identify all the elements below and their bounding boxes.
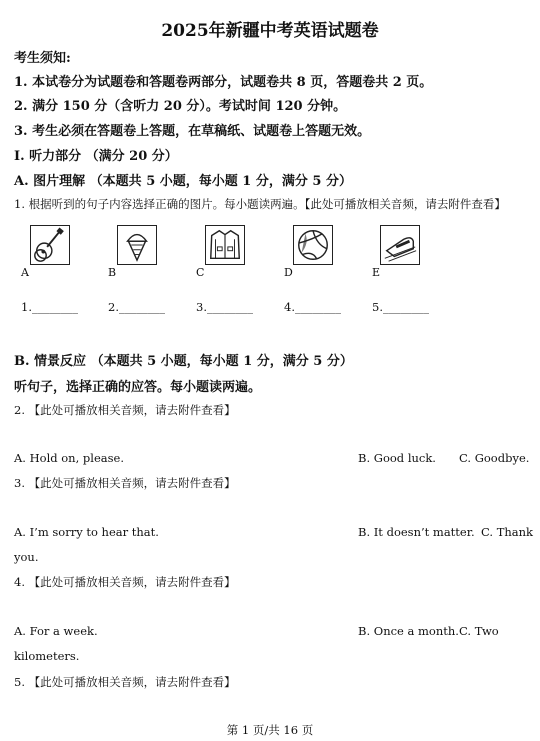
part-a-instruction: 1. 根据听到的句子内容选择正确的图片。每小题读两遍。【此处可播放相关音频，请去附件查看】 bbox=[14, 197, 506, 211]
notice-item-2: 2. 满分 150 分（含听力 20 分）。考试时间 120 分钟。 bbox=[14, 99, 347, 114]
question-3-option-a[interactable]: A. I’m sorry to hear that. bbox=[14, 525, 159, 539]
answer-blank-4[interactable]: 4.________ bbox=[284, 300, 341, 314]
part-b-heading: B. 情景反应 （本题共 5 小题，每小题 1 分，满分 5 分） bbox=[14, 354, 353, 369]
question-3-option-b[interactable]: B. It doesn’t matter. bbox=[358, 525, 475, 539]
question-3-number: 3. 【此处可播放相关音频，请去附件查看】 bbox=[14, 476, 236, 490]
question-3-option-c[interactable]: C. Thank bbox=[481, 525, 534, 539]
question-4-option-b[interactable]: B. Once a month. bbox=[358, 624, 459, 638]
notice-item-1: 1. 本试卷分为试题卷和答题卷两部分，试题卷共 8 页，答题卷共 2 页。 bbox=[14, 75, 433, 90]
question-2-option-a[interactable]: A. Hold on, please. bbox=[14, 451, 124, 465]
picture-letter-b: B bbox=[108, 266, 117, 279]
notice-heading: 考生须知: bbox=[14, 51, 71, 66]
picture-letter-a: A bbox=[21, 266, 29, 279]
picture-letter-d: D bbox=[284, 266, 293, 279]
ice-cream-icon bbox=[117, 225, 157, 265]
part-a-heading: A. 图片理解 （本题共 5 小题，每小题 1 分，满分 5 分） bbox=[14, 174, 352, 189]
volleyball-icon bbox=[293, 225, 333, 265]
question-4-number: 4. 【此处可播放相关音频，请去附件查看】 bbox=[14, 575, 236, 589]
page-title: 2025年新疆中考英语试题卷 bbox=[161, 21, 379, 41]
part-b-instruction: 听句子，选择正确的应答。每小题读两遍。 bbox=[14, 380, 262, 395]
train-icon bbox=[380, 225, 420, 265]
question-5-number: 5. 【此处可播放相关音频，请去附件查看】 bbox=[14, 675, 236, 689]
question-2-number: 2. 【此处可播放相关音频，请去附件查看】 bbox=[14, 403, 236, 417]
jacket-icon bbox=[205, 225, 245, 265]
answer-blank-2[interactable]: 2.________ bbox=[108, 300, 165, 314]
answer-blank-3[interactable]: 3.________ bbox=[196, 300, 253, 314]
question-2-option-b[interactable]: B. Good luck. bbox=[358, 451, 436, 465]
question-4-option-c-continued: kilometers. bbox=[14, 649, 80, 663]
picture-letter-c: C bbox=[196, 266, 205, 279]
picture-letter-e: E bbox=[372, 266, 381, 279]
guitar-icon bbox=[30, 225, 70, 265]
answer-blank-5[interactable]: 5.________ bbox=[372, 300, 429, 314]
question-4-option-a[interactable]: A. For a week. bbox=[14, 624, 98, 638]
answer-blank-1[interactable]: 1.________ bbox=[21, 300, 78, 314]
section-heading-listening: I. 听力部分 （满分 20 分） bbox=[14, 149, 178, 164]
page-footer: 第 1 页/共 16 页 bbox=[226, 723, 314, 737]
notice-item-3: 3. 考生必须在答题卷上答题，在草稿纸、试题卷上答题无效。 bbox=[14, 124, 371, 139]
question-2-option-c[interactable]: C. Goodbye. bbox=[459, 451, 530, 465]
question-3-option-c-continued: you. bbox=[14, 550, 39, 564]
question-4-option-c[interactable]: C. Two bbox=[459, 624, 499, 638]
